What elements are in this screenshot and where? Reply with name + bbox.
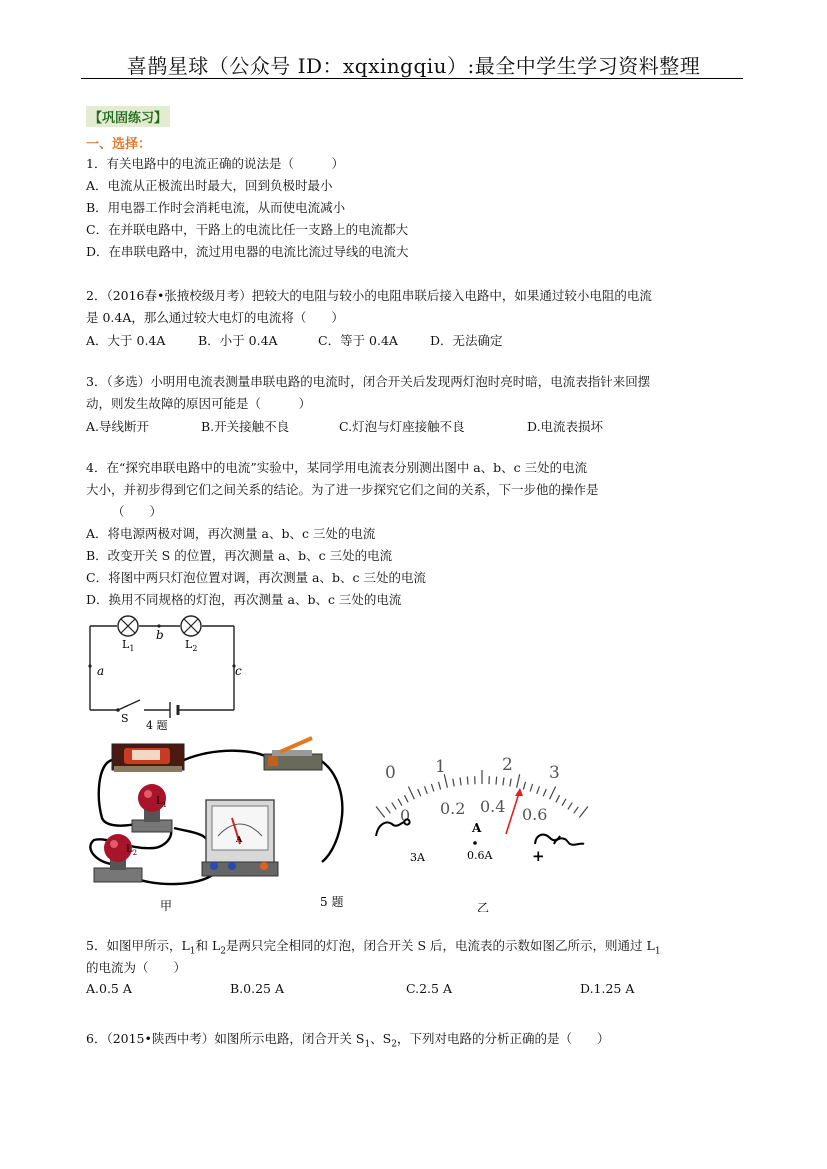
lamp-l2-icon bbox=[181, 616, 201, 636]
fig5-caption-left: 甲 bbox=[160, 899, 173, 913]
fig5-label-l1: $L_1$ bbox=[156, 796, 168, 809]
q2-option-a: A．大于 0.4A bbox=[86, 333, 166, 348]
terminal-06a-label: 0.6A bbox=[467, 849, 493, 862]
q3-option-b: B.开关接触不良 bbox=[201, 419, 290, 434]
scale-tick bbox=[543, 789, 546, 796]
scale-tick bbox=[530, 784, 533, 792]
terminal-06a-dot bbox=[473, 841, 477, 845]
q1-option-d: D．在串联电路中，流过用电器的电流比流过导线的电流大 bbox=[86, 244, 409, 259]
battery-box-icon bbox=[112, 744, 184, 772]
q4-option-c: C．将图中两只灯泡位置对调，再次测量 a、b、c 三处的电流 bbox=[86, 570, 426, 585]
needle-tip-icon bbox=[515, 788, 523, 796]
q4-option-a: A．将电源两极对调，再次测量 a、b、c 三处的电流 bbox=[86, 526, 376, 541]
svg-text:A: A bbox=[236, 834, 243, 844]
q4-stem-line1: 4．在“探究串联电路中的电流”实验中，某同学用电流表分别测出图中 a、b、c 三处的电流 bbox=[86, 460, 588, 475]
q5-stem-line1: 5．如图甲所示，$L_1$和 $L_2$是两只完全相同的灯泡，闭合开关 S 后，电流表的示数如图乙所示，则通过 $L_1$ bbox=[86, 938, 661, 957]
scale-tick bbox=[537, 786, 540, 794]
scale-tick bbox=[392, 803, 396, 810]
battery-icon bbox=[170, 702, 178, 718]
scale-tick bbox=[517, 774, 520, 788]
scale-tick bbox=[431, 784, 434, 792]
q2-stem-line2: 是 0.4A，那么通过较大电灯的电流将（ ） bbox=[86, 310, 344, 325]
scale-tick bbox=[467, 777, 468, 785]
q2-option-b: B．小于 0.4A bbox=[198, 333, 278, 348]
scale-bottom-2: 0.4 bbox=[480, 797, 506, 816]
scale-tick bbox=[523, 782, 525, 790]
terminal-3a-icon bbox=[376, 819, 410, 836]
scale-tick bbox=[376, 807, 385, 818]
terminal-plus-icon bbox=[535, 835, 584, 845]
fig4-label-l2: $L_2$ bbox=[185, 638, 198, 653]
q3-option-c: C.灯泡与灯座接触不良 bbox=[339, 419, 465, 434]
meter-unit-label: A bbox=[472, 821, 482, 835]
scale-tick bbox=[550, 787, 556, 800]
q5-option-c: C.2.5 A bbox=[406, 981, 452, 996]
fig5-ammeter-scale bbox=[372, 752, 592, 912]
q2-stem-line1: 2．（2016春•张掖校级月考）把较大的电阻与较小的电阻串联后接入电路中，如果通过较小电阻的电流 bbox=[86, 288, 652, 303]
fig5-label-l2: $L_2$ bbox=[126, 844, 138, 857]
section-subhead: 一、选择： bbox=[86, 137, 152, 152]
scale-bottom-1: 0.2 bbox=[440, 799, 466, 818]
scale-tick bbox=[579, 807, 588, 818]
q5-option-a: A.0.5 A bbox=[86, 981, 132, 996]
scale-top-1: 1 bbox=[435, 757, 446, 777]
lamp-l1-icon bbox=[118, 616, 138, 636]
scale-tick bbox=[460, 778, 461, 786]
q4-stem-line2: 大小，并初步得到它们之间关系的结论。为了进一步探究它们之间的关系，下一步他的操作是 bbox=[86, 482, 599, 497]
fig5-physical-circuit bbox=[88, 736, 348, 914]
point-a-dot bbox=[88, 664, 91, 667]
scale-tick bbox=[568, 803, 572, 810]
switch-icon bbox=[264, 738, 322, 770]
q4-option-b: B．改变开关 S 的位置，再次测量 a、b、c 三处的电流 bbox=[86, 548, 393, 563]
q1-option-b: B．用电器工作时会消耗电流，从而使电流减小 bbox=[86, 200, 346, 215]
scale-top-2: 2 bbox=[502, 755, 513, 775]
fig4-label-l1: $L_1$ bbox=[122, 638, 135, 653]
header-divider bbox=[81, 78, 743, 79]
fig4-label-a: a bbox=[97, 664, 105, 678]
q1-option-a: A．电流从正极流出时最大，回到负极时最小 bbox=[86, 178, 333, 193]
scale-tick bbox=[574, 807, 579, 814]
scale-tick bbox=[408, 787, 414, 800]
scale-tick bbox=[398, 799, 402, 806]
q5-option-b: B.0.25 A bbox=[230, 981, 284, 996]
scale-tick bbox=[386, 807, 391, 814]
q6-stem: 6．（2015•陕西中考）如图所示电路，闭合开关 $S_1$、$S_2$，下列对电路的分析正确的是（ ） bbox=[86, 1031, 610, 1050]
scale-top-0: 0 bbox=[385, 763, 396, 783]
q3-option-a: A.导线断开 bbox=[86, 419, 150, 434]
scale-bottom-3: 0.6 bbox=[522, 805, 548, 824]
q3-stem-line2: 动，则发生故障的原因可能是（ ） bbox=[86, 396, 312, 411]
scale-tick bbox=[562, 799, 566, 806]
scale-bottom-0: 0 bbox=[400, 806, 411, 825]
scale-tick bbox=[496, 777, 497, 785]
scale-tick bbox=[425, 786, 428, 794]
q4-option-d: D．换用不同规格的灯泡，再次测量 a、b、c 三处的电流 bbox=[86, 592, 402, 607]
terminal-3a-label: 3A bbox=[410, 851, 425, 864]
terminal-plus-label: + bbox=[532, 847, 545, 865]
scale-tick bbox=[556, 795, 560, 802]
q5-stem-line2: 的电流为（ ） bbox=[86, 960, 187, 975]
bulb-l2-icon bbox=[94, 834, 142, 882]
fig4-circuit-diagram bbox=[84, 614, 244, 732]
scale-tick bbox=[503, 778, 504, 786]
fig5-caption-right: 乙 bbox=[477, 901, 490, 912]
page-header-title: 喜鹊星球（公众号 ID：xqxingqiu）:最全中学生学习资料整理 bbox=[126, 54, 701, 78]
q2-option-d: D．无法确定 bbox=[430, 333, 503, 348]
fig4-label-c: c bbox=[235, 664, 242, 678]
q1-option-c: C．在并联电路中，干路上的电流比任一支路上的电流都大 bbox=[86, 222, 409, 237]
meter-needle bbox=[506, 790, 520, 834]
q1-stem: 1．有关电路中的电流正确的说法是（ ） bbox=[86, 156, 344, 171]
scale-tick bbox=[404, 795, 408, 802]
q3-stem-line1: 3．（多选）小明用电流表测量串联电路的电流时，闭合开关后发现两灯泡时亮时暗，电流表指针来回摆 bbox=[86, 374, 651, 389]
section-tag: 【巩固练习】 bbox=[86, 106, 170, 127]
ammeter-icon bbox=[202, 800, 278, 876]
switch-contact-icon bbox=[116, 708, 120, 712]
scale-tick bbox=[510, 779, 511, 787]
fig4-label-s: S bbox=[121, 712, 129, 725]
fig4-label-b: b bbox=[156, 628, 164, 642]
fig4-caption: 4 题 bbox=[146, 719, 168, 732]
scale-tick bbox=[453, 779, 454, 787]
scale-tick bbox=[418, 789, 421, 796]
scale-tick bbox=[439, 782, 441, 790]
q2-option-c: C．等于 0.4A bbox=[318, 333, 398, 348]
scale-top-3: 3 bbox=[549, 763, 560, 783]
fig5-caption-mid: 5 题 bbox=[320, 895, 344, 909]
q4-stem-line3: （ ） bbox=[112, 504, 163, 519]
q3-option-d: D.电流表损坏 bbox=[527, 419, 604, 434]
q5-option-d: D.1.25 A bbox=[580, 981, 635, 996]
